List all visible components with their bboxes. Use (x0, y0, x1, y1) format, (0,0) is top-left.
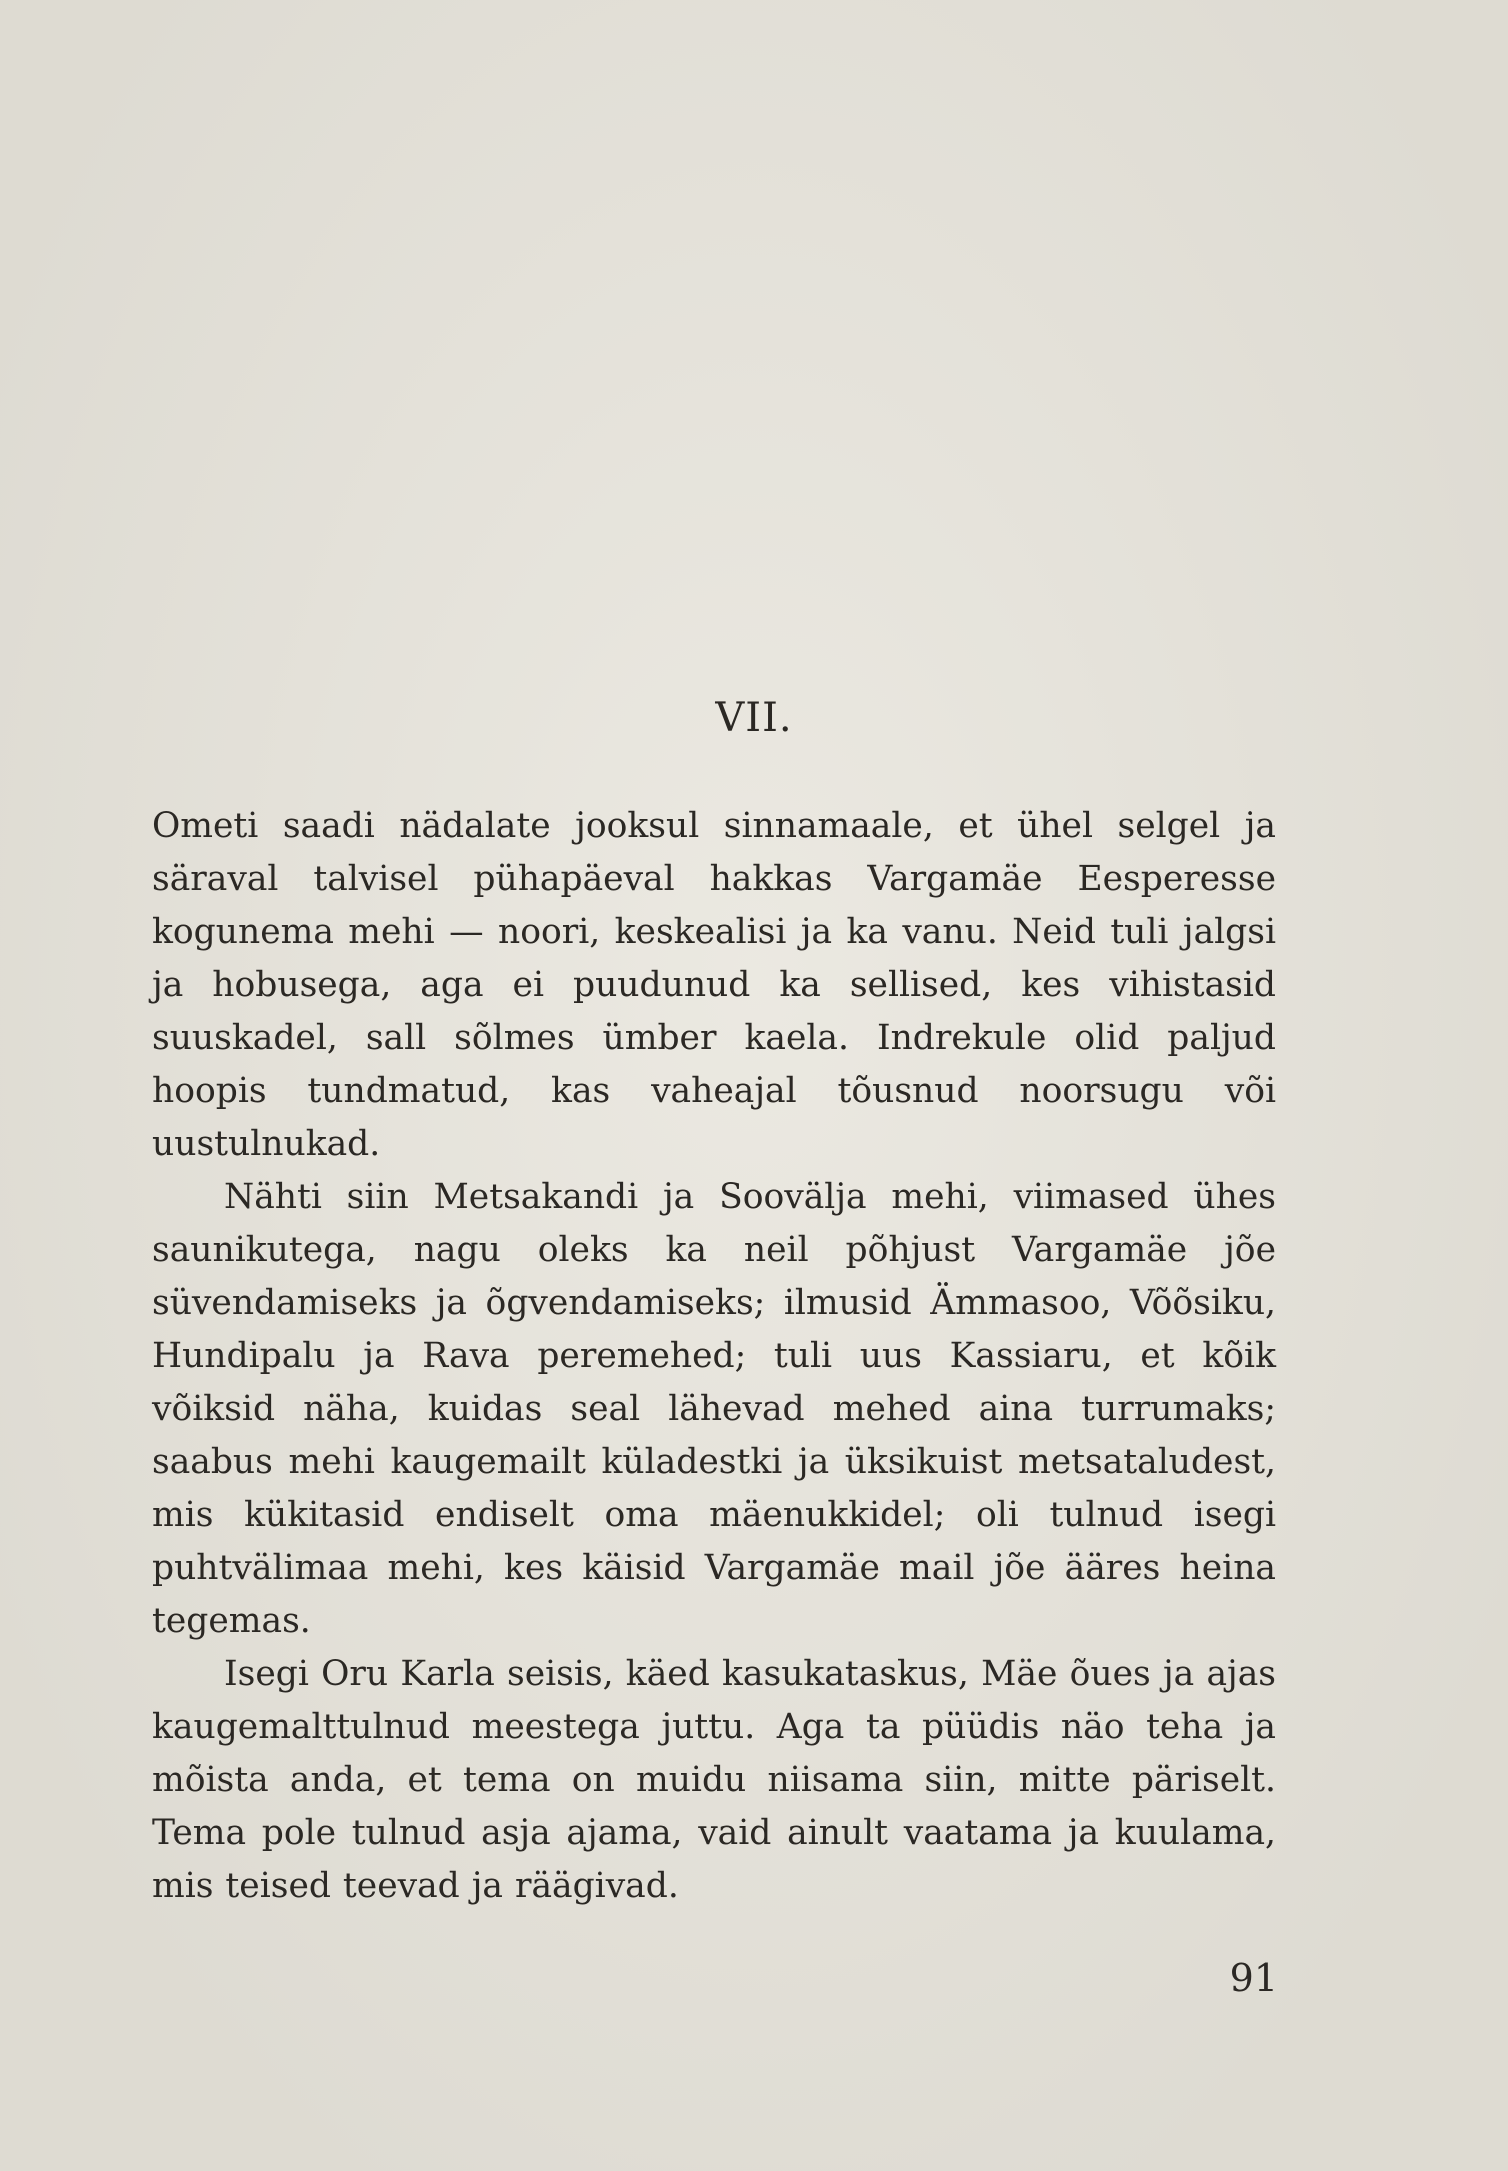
chapter-heading: VII. (715, 695, 793, 741)
paragraph-1: Ometi saadi nädalate jooksul sinnamaale, et ühel selgel ja säraval talvisel pühapäeval hakkas Vargamäe Eesperesse kogunema mehi — noori, keskealisi ja ka vanu. Neid tuli jalgsi ja hobusega, aga ei puudunud ka sellised, kes vihistasid suuskadel, sall sõlmes ümber kaela. Indrekule olid paljud hoopis tundmatud, kas vaheajal tõusnud noorsugu või uustulnukad. (152, 806, 1276, 1164)
body-text (152, 800, 1276, 1913)
page-number: 91 (1229, 1956, 1278, 2000)
paragraph-3: Isegi Oru Karla seisis, käed kasukataskus, Mäe õues ja ajas kaugemalttulnud meestega juttu. Aga ta püüdis näo teha ja mõista anda, et tema on muidu niisama siin, mitte päriselt. Tema pole tulnud asja ajama, vaid ainult vaatama ja kuulama, mis teised teevad ja räägivad. (152, 1654, 1276, 1906)
paragraph-2: Nähti siin Metsakandi ja Soovälja mehi, viimased ühes saunikutega, nagu oleks ka neil põhjust Vargamäe jõe süvendamiseks ja õgvendamiseks; ilmusid Ämmasoo, Võõsiku, Hundipalu ja Rava peremehed; tuli uus Kassiaru, et kõik võiksid näha, kuidas seal lähevad mehed aina turrumaks; saabus mehi kaugemailt küladestki ja üksikuist metsataludest, mis kükitasid endiselt oma mäenukkidel; oli tulnud isegi puhtvälimaa mehi, kes käisid Vargamäe mail jõe ääres heina tegemas. (152, 1177, 1276, 1641)
